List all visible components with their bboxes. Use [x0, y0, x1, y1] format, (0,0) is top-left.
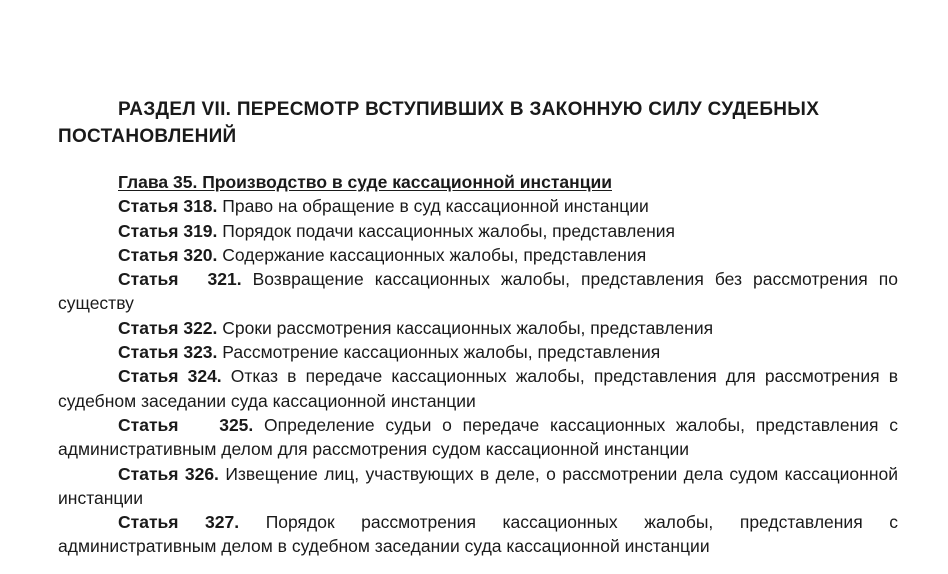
- article-text: Порядок подачи кассационных жалобы, представления: [222, 220, 675, 241]
- section-title: [58, 96, 898, 150]
- article-321: [58, 267, 898, 316]
- article-label: Статья 319.: [118, 220, 218, 241]
- section-title-text: РАЗДЕЛ VII. ПЕРЕСМОТР ВСТУПИВШИХ В ЗАКОННУЮ СИЛУ СУДЕБНЫХ ПОСТАНОВЛЕНИЙ: [58, 99, 820, 147]
- article-323: [58, 340, 898, 364]
- article-text: Содержание кассационных жалобы, представления: [222, 244, 647, 265]
- article-text: Сроки рассмотрения кассационных жалобы, представления: [222, 317, 714, 338]
- article-label: Статья 327.: [118, 512, 240, 533]
- article-318: [58, 194, 898, 218]
- article-label: Статья 326.: [118, 463, 219, 484]
- article-text: Определение судьи о передаче кассационных жалобы, представления с административным делом для рассмотрения судом кассационной инстанции: [58, 414, 899, 460]
- article-319: [58, 219, 898, 243]
- article-322: [58, 316, 898, 340]
- article-label: Статья 323.: [118, 342, 218, 363]
- article-text: Порядок рассмотрения кассационных жалобы, представления с административным делом в судебном заседании суда кассационной инстанции: [58, 512, 898, 557]
- article-label: Статья 320.: [118, 244, 218, 265]
- article-text: Рассмотрение кассационных жалобы, представления: [222, 342, 661, 363]
- article-text: Отказ в передаче кассационных жалобы, представления для рассмотрения в судебном заседании суда кассационной инстанции: [58, 366, 898, 411]
- article-label: Статья 318.: [118, 196, 218, 217]
- article-324: [58, 364, 898, 413]
- article-326: [58, 462, 898, 511]
- article-label: Статья 324.: [118, 366, 222, 387]
- article-text: Извещение лиц, участвующих в деле, о рассмотрении дела судом кассационной инстанции: [58, 463, 899, 508]
- table-of-contents: [58, 170, 898, 559]
- article-label: Статья 322.: [118, 317, 218, 338]
- article-label: Статья 325.: [118, 414, 254, 435]
- chapter-title: Глава 35. Производство в суде кассационной инстанции: [118, 172, 612, 192]
- article-label: Статья 321.: [118, 269, 242, 290]
- article-text: Возвращение кассационных жалобы, представления без рассмотрения по существу: [58, 269, 899, 314]
- article-text: Право на обращение в суд кассационной инстанции: [222, 196, 649, 217]
- article-325: [58, 413, 898, 462]
- article-327: [58, 510, 898, 559]
- article-320: [58, 243, 898, 267]
